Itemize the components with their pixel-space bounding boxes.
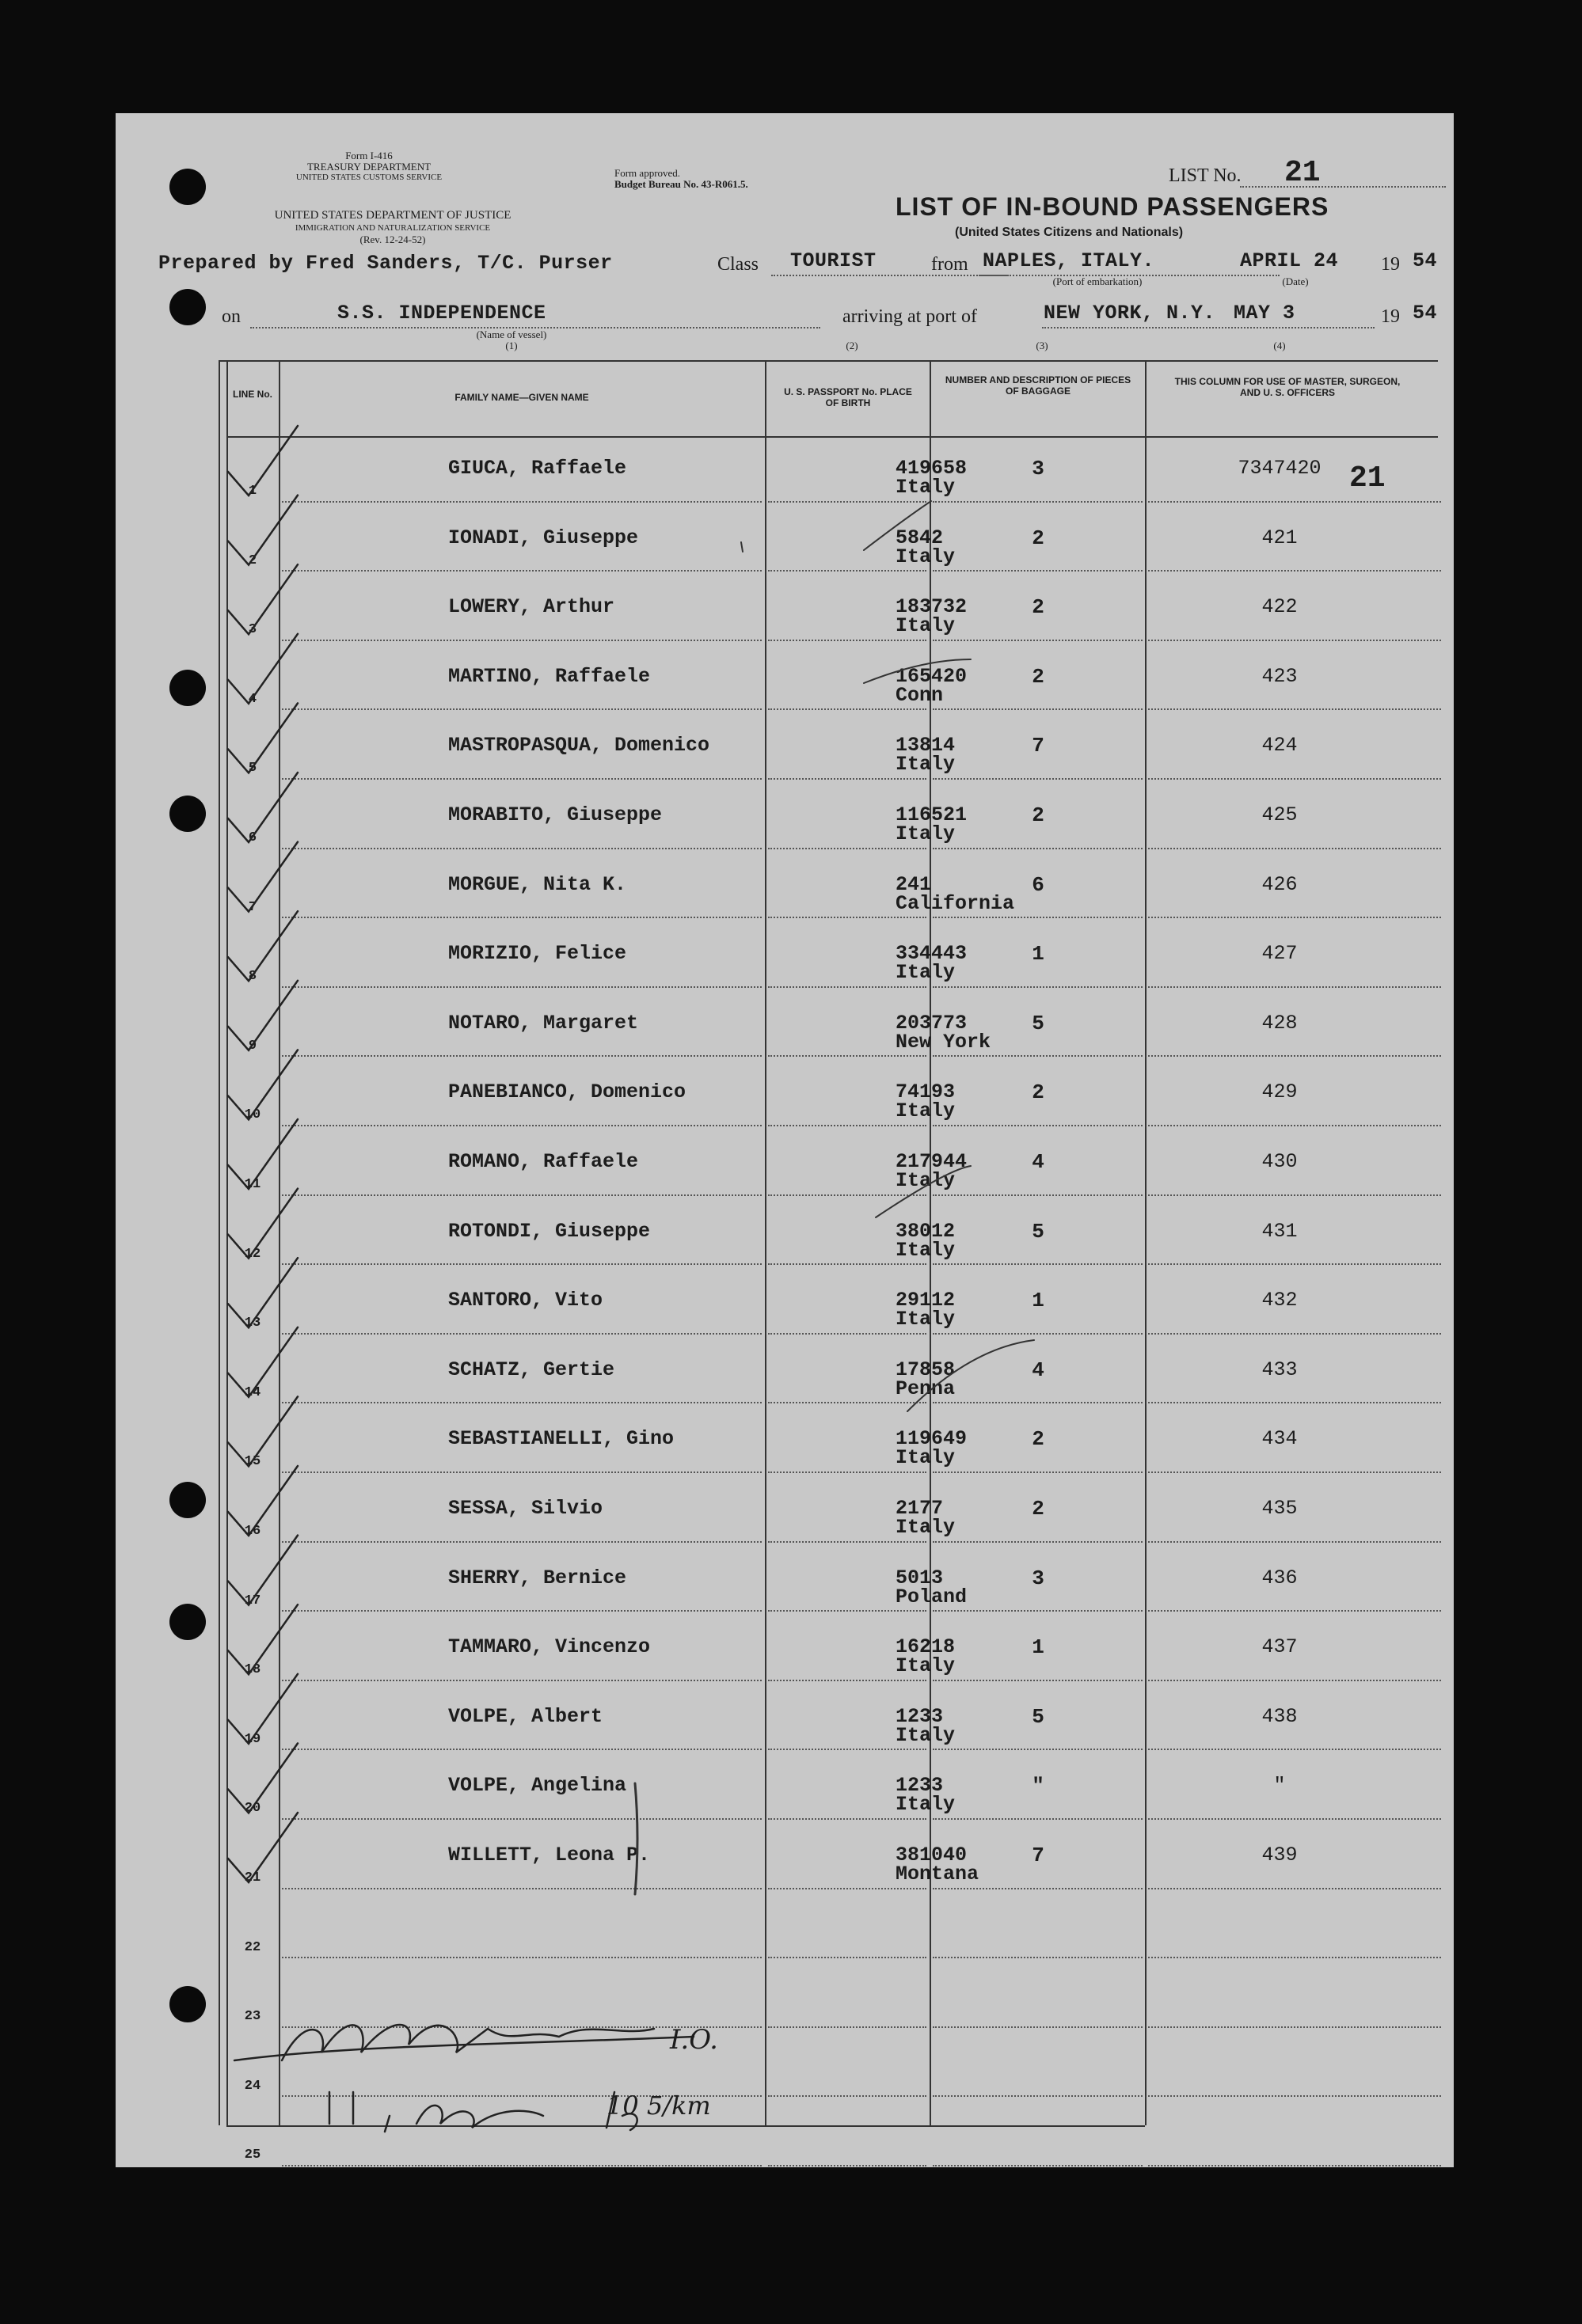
place-of-birth: Conn — [896, 683, 944, 707]
arriving-label: arriving at port of — [842, 306, 977, 327]
passenger-name: VOLPE, Albert — [448, 1704, 603, 1728]
passenger-name: MORGUE, Nita K. — [448, 872, 627, 896]
baggage-count: 3 — [1032, 1566, 1044, 1590]
officer-number: 436 — [1261, 1566, 1298, 1589]
baggage-count: 5 — [1032, 1219, 1044, 1244]
list-number: 21 — [1284, 156, 1321, 190]
class-label: Class — [717, 254, 759, 275]
place-of-birth: Poland — [896, 1585, 968, 1608]
officer-mark-21: 21 — [1349, 461, 1386, 496]
passport-number: 38012 — [896, 1219, 956, 1243]
line-number: 6 — [248, 830, 257, 845]
check-mark — [228, 1674, 298, 1744]
customs-label: UNITED STATES CUSTOMS SERVICE — [295, 173, 443, 182]
officer-number: 439 — [1261, 1844, 1298, 1866]
handwritten-page-number — [1398, 2171, 1462, 2230]
check-mark — [228, 1743, 298, 1813]
check-mark — [228, 426, 298, 496]
year1-value: 54 — [1413, 249, 1438, 272]
caption-1: (1) — [505, 340, 518, 351]
baggage-count: 2 — [1032, 1497, 1044, 1521]
prepared-by: Prepared by Fred Sanders, T/C. Purser — [158, 252, 613, 275]
list-no-label: LIST No. — [1169, 165, 1242, 186]
check-mark — [228, 703, 298, 773]
passport-number: 5013 — [896, 1566, 944, 1589]
passenger-name: MORABITO, Giuseppe — [448, 803, 663, 826]
place-of-birth: Italy — [896, 1446, 956, 1470]
baggage-count: " — [1032, 1774, 1044, 1798]
place-of-birth: Italy — [896, 1238, 956, 1262]
place-of-birth: Italy — [896, 1654, 956, 1678]
officer-number: 424 — [1261, 734, 1298, 758]
on-label: on — [222, 306, 241, 327]
check-mark — [228, 1189, 298, 1259]
officer-number: 427 — [1261, 942, 1298, 966]
check-mark — [228, 1396, 298, 1466]
line-number: 3 — [248, 622, 257, 638]
year2-prefix: 19 — [1381, 306, 1400, 327]
place-of-birth: Italy — [896, 1308, 956, 1331]
caption-4: (4) — [1273, 340, 1286, 351]
date-caption: (Date) — [1282, 275, 1309, 287]
passport-number: 217944 — [896, 1150, 968, 1173]
col-header-officers: THIS COLUMN FOR USE OF MASTER, SURGEON, AND U. S. OFFICERS — [1174, 376, 1401, 398]
passenger-name: GIUCA, Raffaele — [448, 457, 627, 480]
passenger-name: MASTROPASQUA, Domenico — [448, 734, 710, 758]
list-subtitle: (United States Citizens and Nationals) — [955, 226, 1184, 239]
baggage-count: 3 — [1032, 457, 1044, 480]
passenger-name: SESSA, Silvio — [448, 1497, 603, 1520]
line-number: 20 — [244, 1801, 261, 1817]
passenger-name: SHERRY, Bernice — [448, 1566, 627, 1589]
officer-number: 434 — [1261, 1427, 1298, 1451]
passenger-name: SANTORO, Vito — [448, 1289, 603, 1312]
document-page — [116, 113, 1454, 2167]
passport-number: 183732 — [896, 595, 968, 619]
passport-number: 74193 — [896, 1080, 956, 1104]
signature-suffix: I.O. — [670, 2024, 718, 2056]
officer-number: 432 — [1261, 1289, 1298, 1312]
officer-number: 422 — [1261, 595, 1298, 619]
vessel-name: S.S. INDEPENDENCE — [337, 302, 546, 325]
passenger-name: MORIZIO, Felice — [448, 942, 627, 966]
baggage-count: 5 — [1032, 1011, 1044, 1035]
place-of-birth: New York — [896, 1030, 991, 1054]
line-number: 14 — [244, 1384, 261, 1400]
col-header-baggage: NUMBER AND DESCRIPTION OF PIECES OF BAGGAGE — [945, 374, 1131, 397]
officer-number: 433 — [1261, 1358, 1298, 1381]
line-number: 10 — [244, 1107, 261, 1123]
arrival-port: NEW YORK, N.Y. — [1044, 302, 1216, 325]
line-number: 17 — [244, 1593, 261, 1608]
form-number: Form I-416 — [345, 150, 393, 161]
passenger-name: NOTARO, Margaret — [448, 1011, 639, 1035]
check-mark — [228, 1604, 298, 1674]
baggage-count: 2 — [1032, 595, 1044, 620]
check-mark — [228, 981, 298, 1050]
check-mark — [228, 773, 298, 842]
check-mark — [228, 496, 298, 565]
passport-number: 16218 — [896, 1635, 956, 1659]
passport-number: 119649 — [896, 1427, 968, 1451]
place-of-birth: Italy — [896, 614, 956, 638]
place-of-birth: Italy — [896, 476, 956, 499]
officer-number: 438 — [1261, 1704, 1298, 1728]
baggage-count: 1 — [1032, 1635, 1044, 1660]
baggage-count: 6 — [1032, 872, 1044, 897]
officer-number: 437 — [1261, 1635, 1298, 1659]
form-approved: Form approved. — [614, 167, 681, 179]
line-number: 19 — [244, 1731, 261, 1747]
officer-number: 7347420 — [1238, 457, 1322, 480]
check-mark — [228, 842, 298, 912]
baggage-count: 5 — [1032, 1704, 1044, 1729]
class-value: TOURIST — [790, 249, 877, 272]
place-of-birth: Italy — [896, 822, 956, 845]
passenger-name: IONADI, Giuseppe — [448, 526, 639, 549]
check-mark — [228, 1466, 298, 1536]
passport-number: 13814 — [896, 734, 956, 758]
line-number: 12 — [244, 1246, 261, 1262]
passport-number: 1233 — [896, 1704, 944, 1728]
place-of-birth: Penna — [896, 1377, 956, 1400]
baggage-count: 4 — [1032, 1150, 1044, 1174]
place-of-birth: Italy — [896, 1099, 956, 1123]
line-number: 9 — [248, 1038, 257, 1054]
baggage-count: 7 — [1032, 734, 1044, 758]
departure-date: APRIL 24 — [1240, 249, 1339, 272]
passenger-name: SEBASTIANELLI, Gino — [448, 1427, 675, 1451]
port-embark-caption: (Port of embarkation) — [1052, 275, 1143, 287]
line-number: 18 — [244, 1662, 261, 1678]
revision-label: (Rev. 12-24-52) — [359, 234, 426, 245]
line-number: 8 — [248, 969, 257, 985]
line-number: 2 — [248, 553, 257, 568]
check-mark — [228, 1258, 298, 1327]
line-number: 7 — [248, 899, 257, 915]
officer-number: 426 — [1261, 872, 1298, 896]
baggage-count: 2 — [1032, 1427, 1044, 1452]
line-number: 1 — [248, 484, 257, 499]
handwritten-time: 10 5/km — [607, 2090, 711, 2121]
from-label: from — [931, 254, 968, 275]
officer-number: 430 — [1261, 1150, 1298, 1173]
col-header-passport: U. S. PASSPORT No. PLACE OF BIRTH — [784, 386, 912, 408]
baggage-count: 1 — [1032, 1289, 1044, 1313]
line-number: 25 — [244, 2147, 261, 2163]
passenger-name: ROMANO, Raffaele — [448, 1150, 639, 1173]
justice-label: UNITED STATES DEPARTMENT OF JUSTICE — [274, 209, 511, 222]
col-header-line-no: LINE No. — [233, 389, 272, 400]
place-of-birth: Italy — [896, 961, 956, 985]
handwritten-checkmarks — [116, 113, 1454, 2167]
place-of-birth: Italy — [896, 1723, 956, 1747]
line-number: 5 — [248, 761, 257, 777]
officer-number: 423 — [1261, 664, 1298, 688]
passport-number: 1233 — [896, 1774, 944, 1798]
line-number: 24 — [244, 2078, 261, 2094]
passport-number: 5842 — [896, 526, 944, 549]
passport-number: 17858 — [896, 1358, 956, 1381]
place-of-birth: Montana — [896, 1863, 979, 1885]
list-title: LIST OF IN-BOUND PASSENGERS — [896, 192, 1329, 221]
passenger-name: LOWERY, Arthur — [448, 595, 615, 619]
passport-number: 334443 — [896, 942, 968, 966]
arrival-date: MAY 3 — [1234, 302, 1295, 325]
check-mark — [228, 634, 298, 704]
line-number: 13 — [244, 1316, 261, 1331]
place-of-birth: Italy — [896, 1169, 956, 1192]
check-mark — [228, 1327, 298, 1397]
baggage-count: 7 — [1032, 1844, 1044, 1867]
check-mark — [228, 1813, 298, 1882]
line-number: 22 — [244, 1939, 261, 1955]
treasury-label: TREASURY DEPARTMENT — [306, 161, 432, 173]
year1-prefix: 19 — [1381, 254, 1400, 275]
passenger-name: VOLPE, Angelina — [448, 1774, 627, 1798]
passport-number: 29112 — [896, 1289, 956, 1312]
passport-number: 419658 — [896, 457, 968, 480]
passenger-name: TAMMARO, Vincenzo — [448, 1635, 651, 1659]
place-of-birth: Italy — [896, 1516, 956, 1539]
check-mark — [228, 1536, 298, 1605]
place-of-birth: California — [896, 891, 1015, 915]
passenger-name: PANEBIANCO, Domenico — [448, 1080, 686, 1104]
line-number: 16 — [244, 1524, 261, 1539]
passport-number: 165420 — [896, 664, 968, 688]
line-number: 11 — [244, 1177, 261, 1192]
passenger-name: SCHATZ, Gertie — [448, 1358, 615, 1381]
line-number: 4 — [248, 691, 257, 707]
baggage-count: 2 — [1032, 1080, 1044, 1105]
baggage-count: 2 — [1032, 803, 1044, 827]
officer-number: 429 — [1261, 1080, 1298, 1104]
immigration-label: IMMIGRATION AND NATURALIZATION SERVICE — [295, 223, 491, 233]
officer-number: 435 — [1261, 1497, 1298, 1520]
officer-number: 428 — [1261, 1011, 1298, 1035]
line-number: 21 — [244, 1870, 261, 1885]
year2-value: 54 — [1413, 302, 1438, 325]
baggage-count: 2 — [1032, 664, 1044, 689]
baggage-count: 4 — [1032, 1358, 1044, 1382]
caption-2: (2) — [846, 340, 858, 351]
line-number: 15 — [244, 1454, 261, 1470]
from-value: NAPLES, ITALY. — [983, 249, 1155, 272]
place-of-birth: Italy — [896, 753, 956, 777]
passport-number: 241 — [896, 872, 932, 896]
check-mark — [228, 1119, 298, 1189]
caption-3: (3) — [1036, 340, 1048, 351]
officer-number: 425 — [1261, 803, 1298, 826]
passenger-name: MARTINO, Raffaele — [448, 664, 651, 688]
passenger-name: ROTONDI, Giuseppe — [448, 1219, 651, 1243]
passport-number: 381040 — [896, 1844, 968, 1866]
baggage-count: 2 — [1032, 526, 1044, 550]
passport-number: 2177 — [896, 1497, 944, 1520]
check-mark — [228, 1050, 298, 1119]
budget-bureau: Budget Bureau No. 43-R061.5. — [614, 178, 748, 190]
officer-number: " — [1273, 1774, 1286, 1798]
baggage-count: 1 — [1032, 942, 1044, 966]
officer-number: 431 — [1261, 1219, 1298, 1243]
check-mark — [228, 564, 298, 634]
passenger-name: WILLETT, Leona P. — [448, 1844, 651, 1866]
passport-number: 116521 — [896, 803, 968, 826]
signature-scribble — [234, 2025, 1454, 2167]
place-of-birth: Italy — [896, 545, 956, 568]
line-number: 23 — [244, 2009, 261, 2025]
passport-number: 203773 — [896, 1011, 968, 1035]
check-mark — [228, 911, 298, 981]
vessel-caption: (Name of vessel) — [476, 328, 547, 340]
col-header-name: FAMILY NAME—GIVEN NAME — [454, 392, 589, 403]
place-of-birth: Italy — [896, 1793, 956, 1817]
officer-number: 421 — [1261, 526, 1298, 549]
